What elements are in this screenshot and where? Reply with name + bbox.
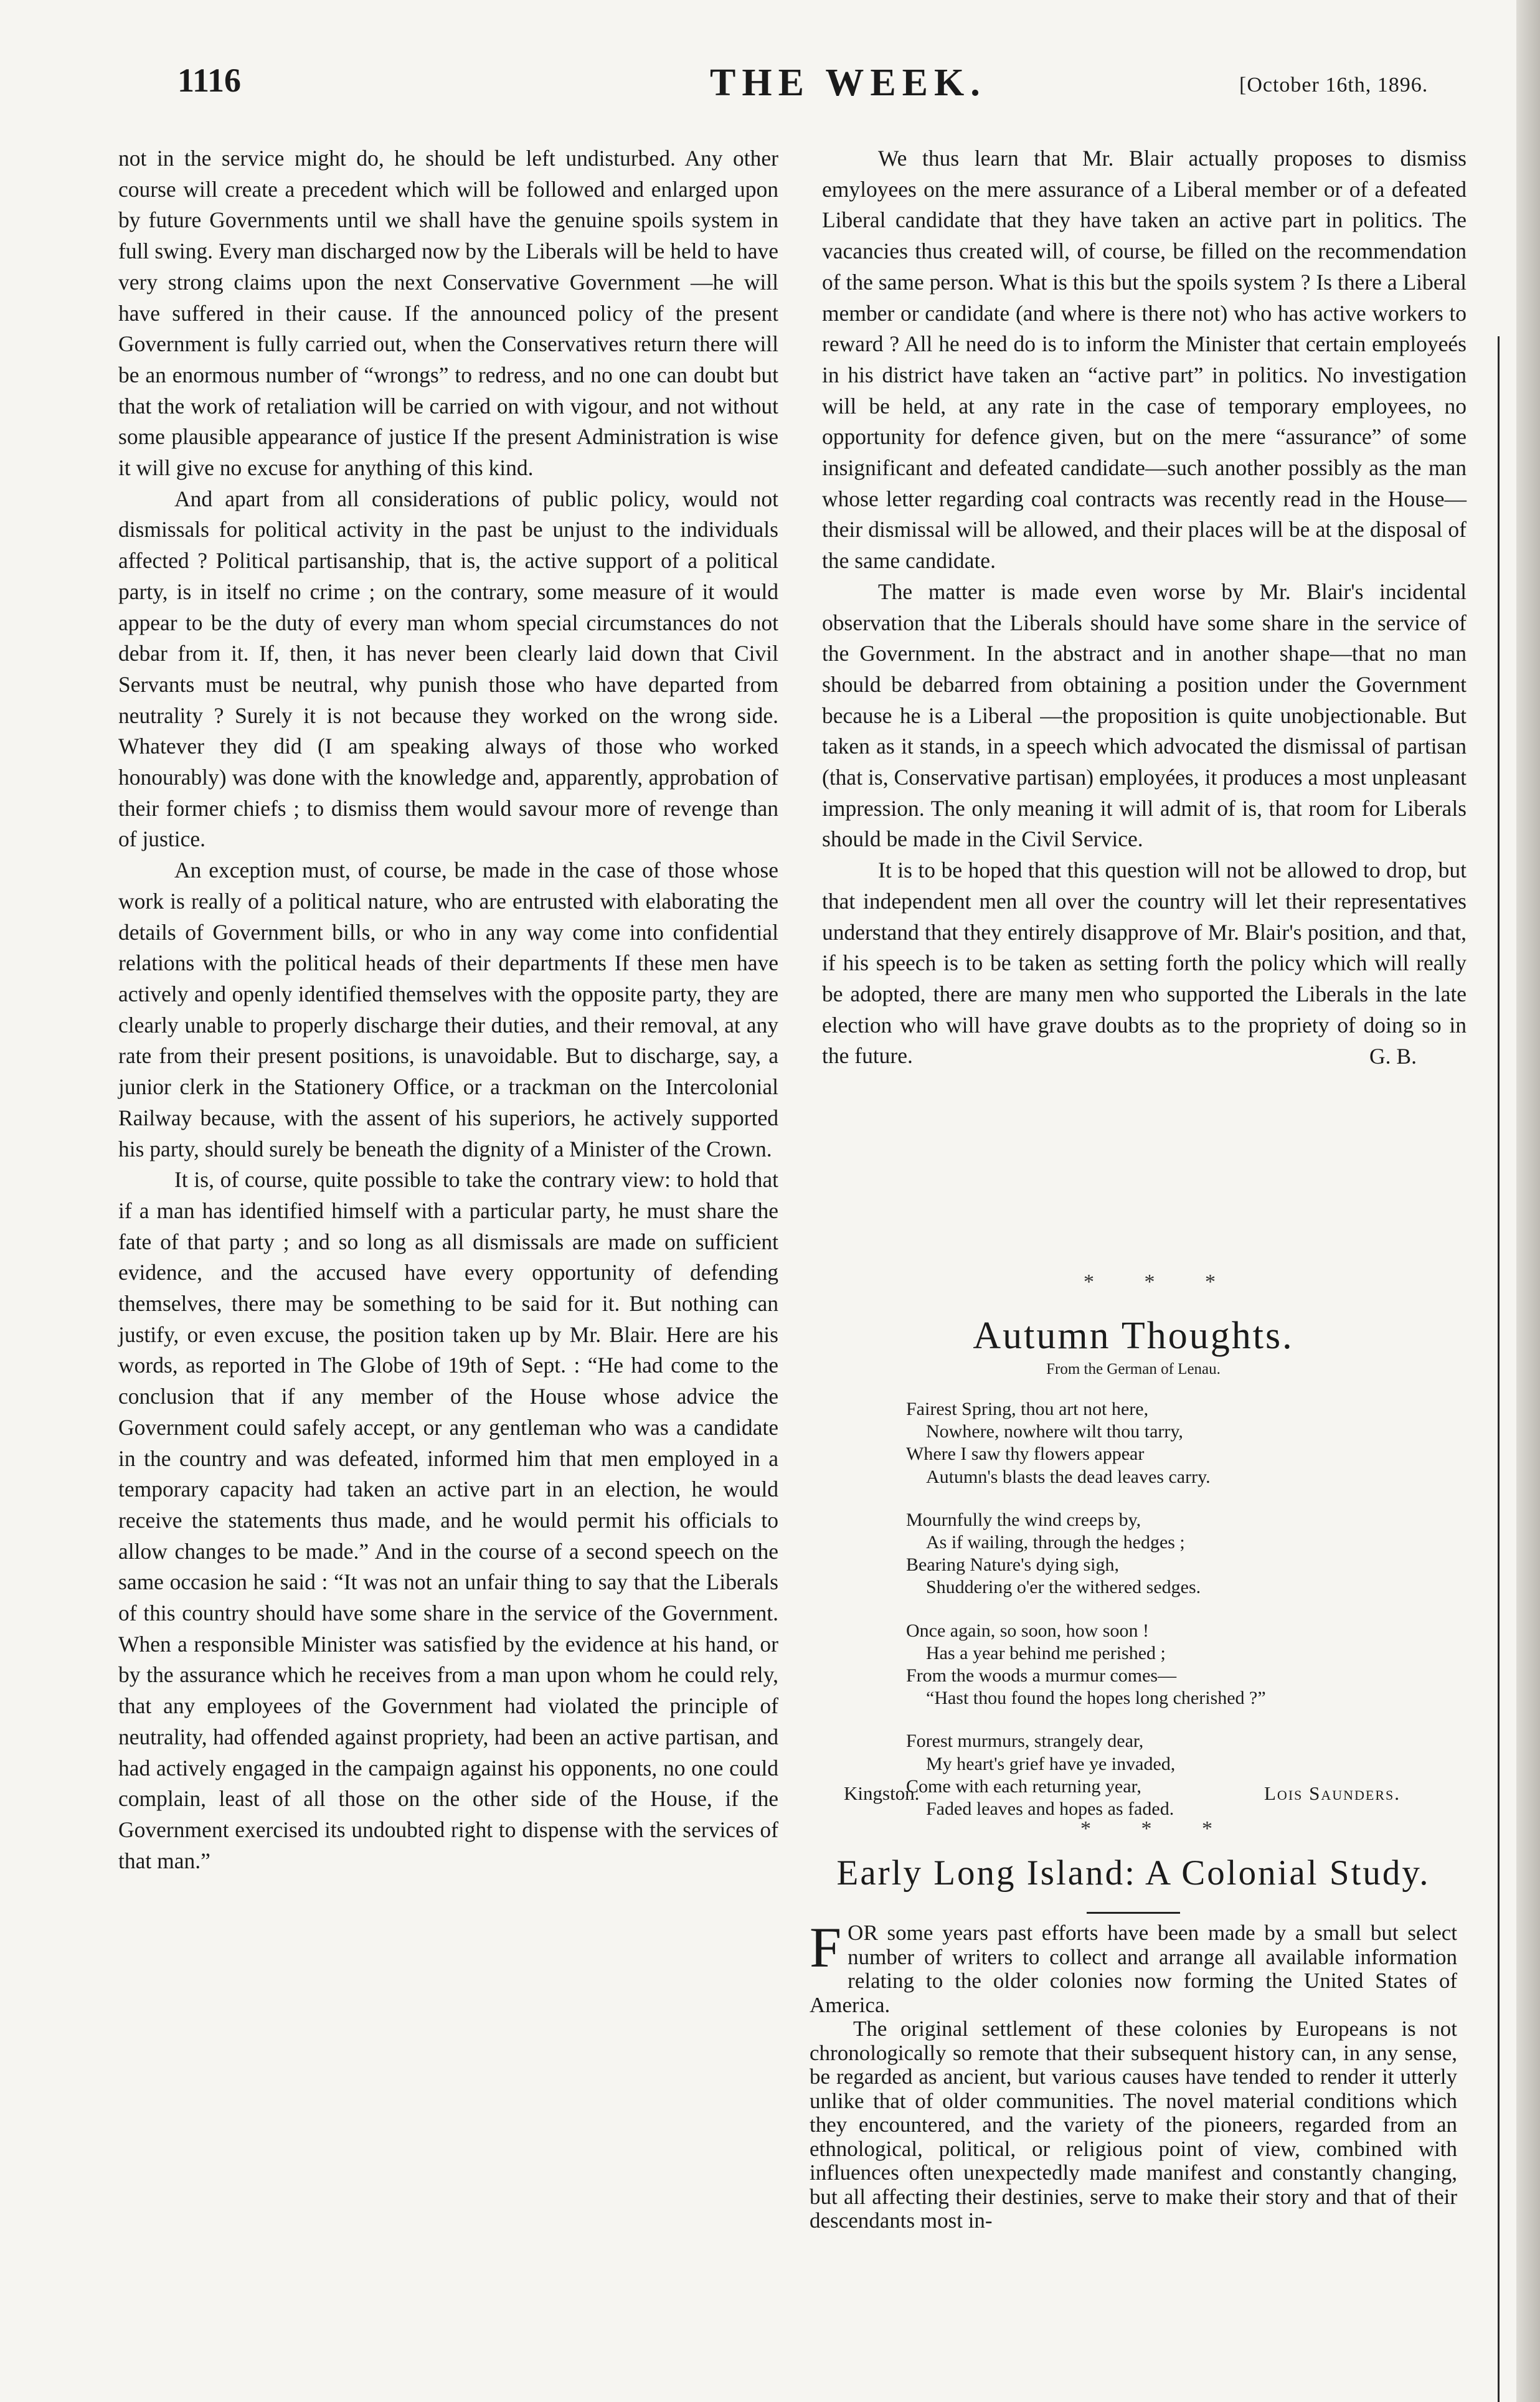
paragraph: The matter is made even worse by Mr. Blair's incidental observation that the Liberals should have some share in the service of the Government. In the abstract and in another shape—that no man should be debarred from obtaining a position under the Government because he is a Liberal —the proposition is quite unobjectionable. But taken as it stands, in a speech which advocated the dismissal of partisan (that is, Conservative partisan) employées, it produces a most unpleasant impression. The only meaning it will admit of is, that room for Liberals should be made in the Civil Service.	[822, 579, 1467, 852]
poem-place: Kingston.	[844, 1782, 920, 1804]
poem-line: Where I saw thy flowers appear	[906, 1444, 1145, 1465]
poem-body	[906, 1398, 1379, 1841]
poem-line: Mournfully the wind creeps by,	[906, 1509, 1141, 1530]
poem-line: Come with each returning year,	[906, 1775, 1141, 1797]
left-column	[118, 143, 778, 1876]
essay-paragraph: The original settlement of these colonies by Europeans is not chronologically so remote that their subsequent history can, in any sense, be regarded as ancient, but various causes have tended to render it utterly unlike that of older communities. The novel material conditions which they encountered, and the variety of the pioneers, regarded from an ethnological, political, or religious point of view, combined with influences often unexpectedly made manifest and constantly changing, but all affecting their destinies, serve to make their story and that of their descendants most in-	[810, 2017, 1457, 2233]
paragraph: It is, of course, quite possible to take the contrary view: to hold that if a man has identified himself with a particular party, he must share the fate of that party ; and so long as all dismissals are made on sufficient evidence, and the accused have every opportunity of defending themselves, there may be something to be said for it. But nothing can justify, or even excuse, the position taken up by Mr. Blair. Here are his words, as reported in The Globe of 19th of Sept. : “He had come to the conclusion that if any member of the House whose advice the Government could safely accept, or any gentleman who was a candidate in the country and was defeated, informed him that men employed in a temporary capacity had taken an active part in an election, he would receive the statements thus made, and he would permit his officials to allow changes to be made.” And in the course of a second speech on the same occasion he said : “It was not an unfair thing to say that the Liberals of this country should have some share in the service of the Government. When a responsible Minister was satisfied by the evidence at his hand, or by the assurance which he receives from a man upon whom he could rely, that any employees of the Government had violated the principle of neutrality, had offended against propriety, had been an active partisan, and had actively engaged in the campaign against his opponents, no one could complain, least of all those on the other side of the House, if the Government exercised its undoubted right to dispense with the services of that man.”	[118, 1167, 778, 1873]
page-edge-shadow	[1516, 0, 1540, 2402]
article-signature: G. B.	[1369, 1044, 1417, 1069]
poem-line: Fairest Spring, thou art not here,	[906, 1399, 1149, 1419]
paragraph: It is to be hoped that this question will not be allowed to drop, but that independent men all over the country will let their representatives understand that they entirely disapprove of Mr. Blair's position, and that, if his speech is to be taken as setting forth the policy which will really be adopted, there are many men who supported the Liberals in the late election who will have grave doubts as to the propriety of doing so in the future.	[822, 858, 1467, 1069]
poem-line: Nowhere, nowhere wilt thou tarry,	[926, 1421, 1183, 1442]
paragraph: And apart from all considerations of public policy, would not dismissals for political activity in the past be unjust to the individuals affected ? Political partisanship, that is, the active support of a political party, is in itself no crime ; on the contrary, some measure of it would appear to be the duty of every man whom special circumstances do not debar from it. If, then, it has never been clearly laid down that Civil Servants must be neutral, why punish those who have departed from neutrality ? Surely it is not because they worked on the wrong side. Whatever they did (I am speaking always of those who worked honourably) was done with the knowledge and, apparently, approbation of their former chiefs ; to dismiss them would savour more of revenge than of justice.	[118, 486, 778, 852]
poem-stanza	[906, 1620, 1379, 1710]
right-column	[822, 143, 1467, 1072]
essay-paragraph	[810, 1916, 1457, 2017]
essay-paragraph-text: OR some years past efforts have been made by a small but select number of writers to collect and arrange all available information relating to the older colonies now forming the United States of America.	[810, 1921, 1457, 2017]
poem-line: Faded leaves and hopes as faded.	[926, 1799, 1174, 1820]
section-separator: * * *	[1084, 1270, 1238, 1293]
poem-subtitle: From the German of Lenau.	[1046, 1361, 1221, 1378]
poem-line: Forest murmurs, strangely dear,	[906, 1731, 1144, 1752]
paragraph: We thus learn that Mr. Blair actually proposes to dismiss emyloyees on the mere assurance of a Liberal member or of a defeated Liberal candidate that they have taken an active part in politics. The vacancies thus created will, of course, be filled on the recommendation of the same person. What is this but the spoils system ? Is there a Liberal member or candidate (and where is there not) who has active workers to reward ? All he need do is to inform the Minister that certain employeés in his district have taken an “active part” in politics. No investigation will be held, at any rate in the case of temporary employees, no opportunity for defence given, but on the mere “assurance” of some insignificant and defeated candidate—such another possibly as the man whose letter regarding coal contracts was recently read in the House—their dismissal will be allowed, and their places will be at the disposal of the same candidate.	[822, 146, 1467, 574]
essay-body	[810, 1916, 1457, 2233]
poem-line: From the woods a murmur comes—	[906, 1665, 1177, 1686]
poem-stanza	[906, 1730, 1379, 1820]
page-number: 1116	[177, 62, 242, 99]
poem-line: Shuddering o'er the withered sedges.	[926, 1577, 1201, 1598]
masthead-title: THE WEEK.	[710, 62, 986, 104]
poem-line: As if wailing, through the hedges ;	[926, 1532, 1185, 1553]
poem-title: Autumn Thoughts.	[973, 1315, 1294, 1357]
section-separator: * * *	[1080, 1817, 1235, 1840]
page-margin-rule	[1498, 336, 1500, 2402]
page-header	[0, 0, 1540, 125]
poem-line: Has a year behind me perished ;	[926, 1642, 1166, 1663]
paragraph: not in the service might do, he should be left undisturbed. Any other course will create a precedent which will be followed and enlarged upon by future Governments until we shall have the genuine spoils system in full swing. Every man discharged now by the Liberals will be held to have very strong claims upon the next Conservative Government —he will have suffered in their cause. If the announced policy of the present Government is fully carried out, when the Conservatives return there will be an enormous number of “wrongs” to redress, and no one can doubt but that the work of retaliation will be carried on with vigour, and not without some plausible appearance of justice If the present Administration is wise it will give no excuse for anything of this kind.	[118, 146, 778, 481]
poem-line: Once again, so soon, how soon !	[906, 1620, 1149, 1641]
paragraph: An exception must, of course, be made in the case of those whose work is really of a political nature, who are entrusted with elaborating the details of Government bills, or who in any way come into confidential relations with the political heads of their departments If these men have actively and openly identified themselves with the opposite party, they are clearly unable to properly discharge their duties, and their removal, at any rate from their present positions, is unavoidable. But to discharge, say, a junior clerk in the Stationery Office, or a trackman on the Intercolonial Railway because, with the assent of his superiors, he actively supported his party, should surely be beneath the dignity of a Minister of the Crown.	[118, 858, 778, 1161]
essay-title: Early Long Island: A Colonial Study.	[836, 1853, 1430, 1893]
poem-author: Lois Saunders.	[1264, 1782, 1401, 1804]
issue-date: [October 16th, 1896.	[1239, 73, 1429, 97]
title-rule	[1087, 1912, 1180, 1914]
poem-line: My heart's grief have ye invaded,	[926, 1753, 1176, 1774]
poem-line: “Hast thou found the hopes long cherished ?”	[926, 1688, 1266, 1709]
poem-stanza	[906, 1398, 1379, 1488]
poem-stanza	[906, 1509, 1379, 1599]
drop-cap: F	[810, 1916, 842, 1979]
poem-line: Bearing Nature's dying sigh,	[906, 1554, 1120, 1576]
poem-line: Autumn's blasts the dead leaves carry.	[926, 1466, 1211, 1487]
